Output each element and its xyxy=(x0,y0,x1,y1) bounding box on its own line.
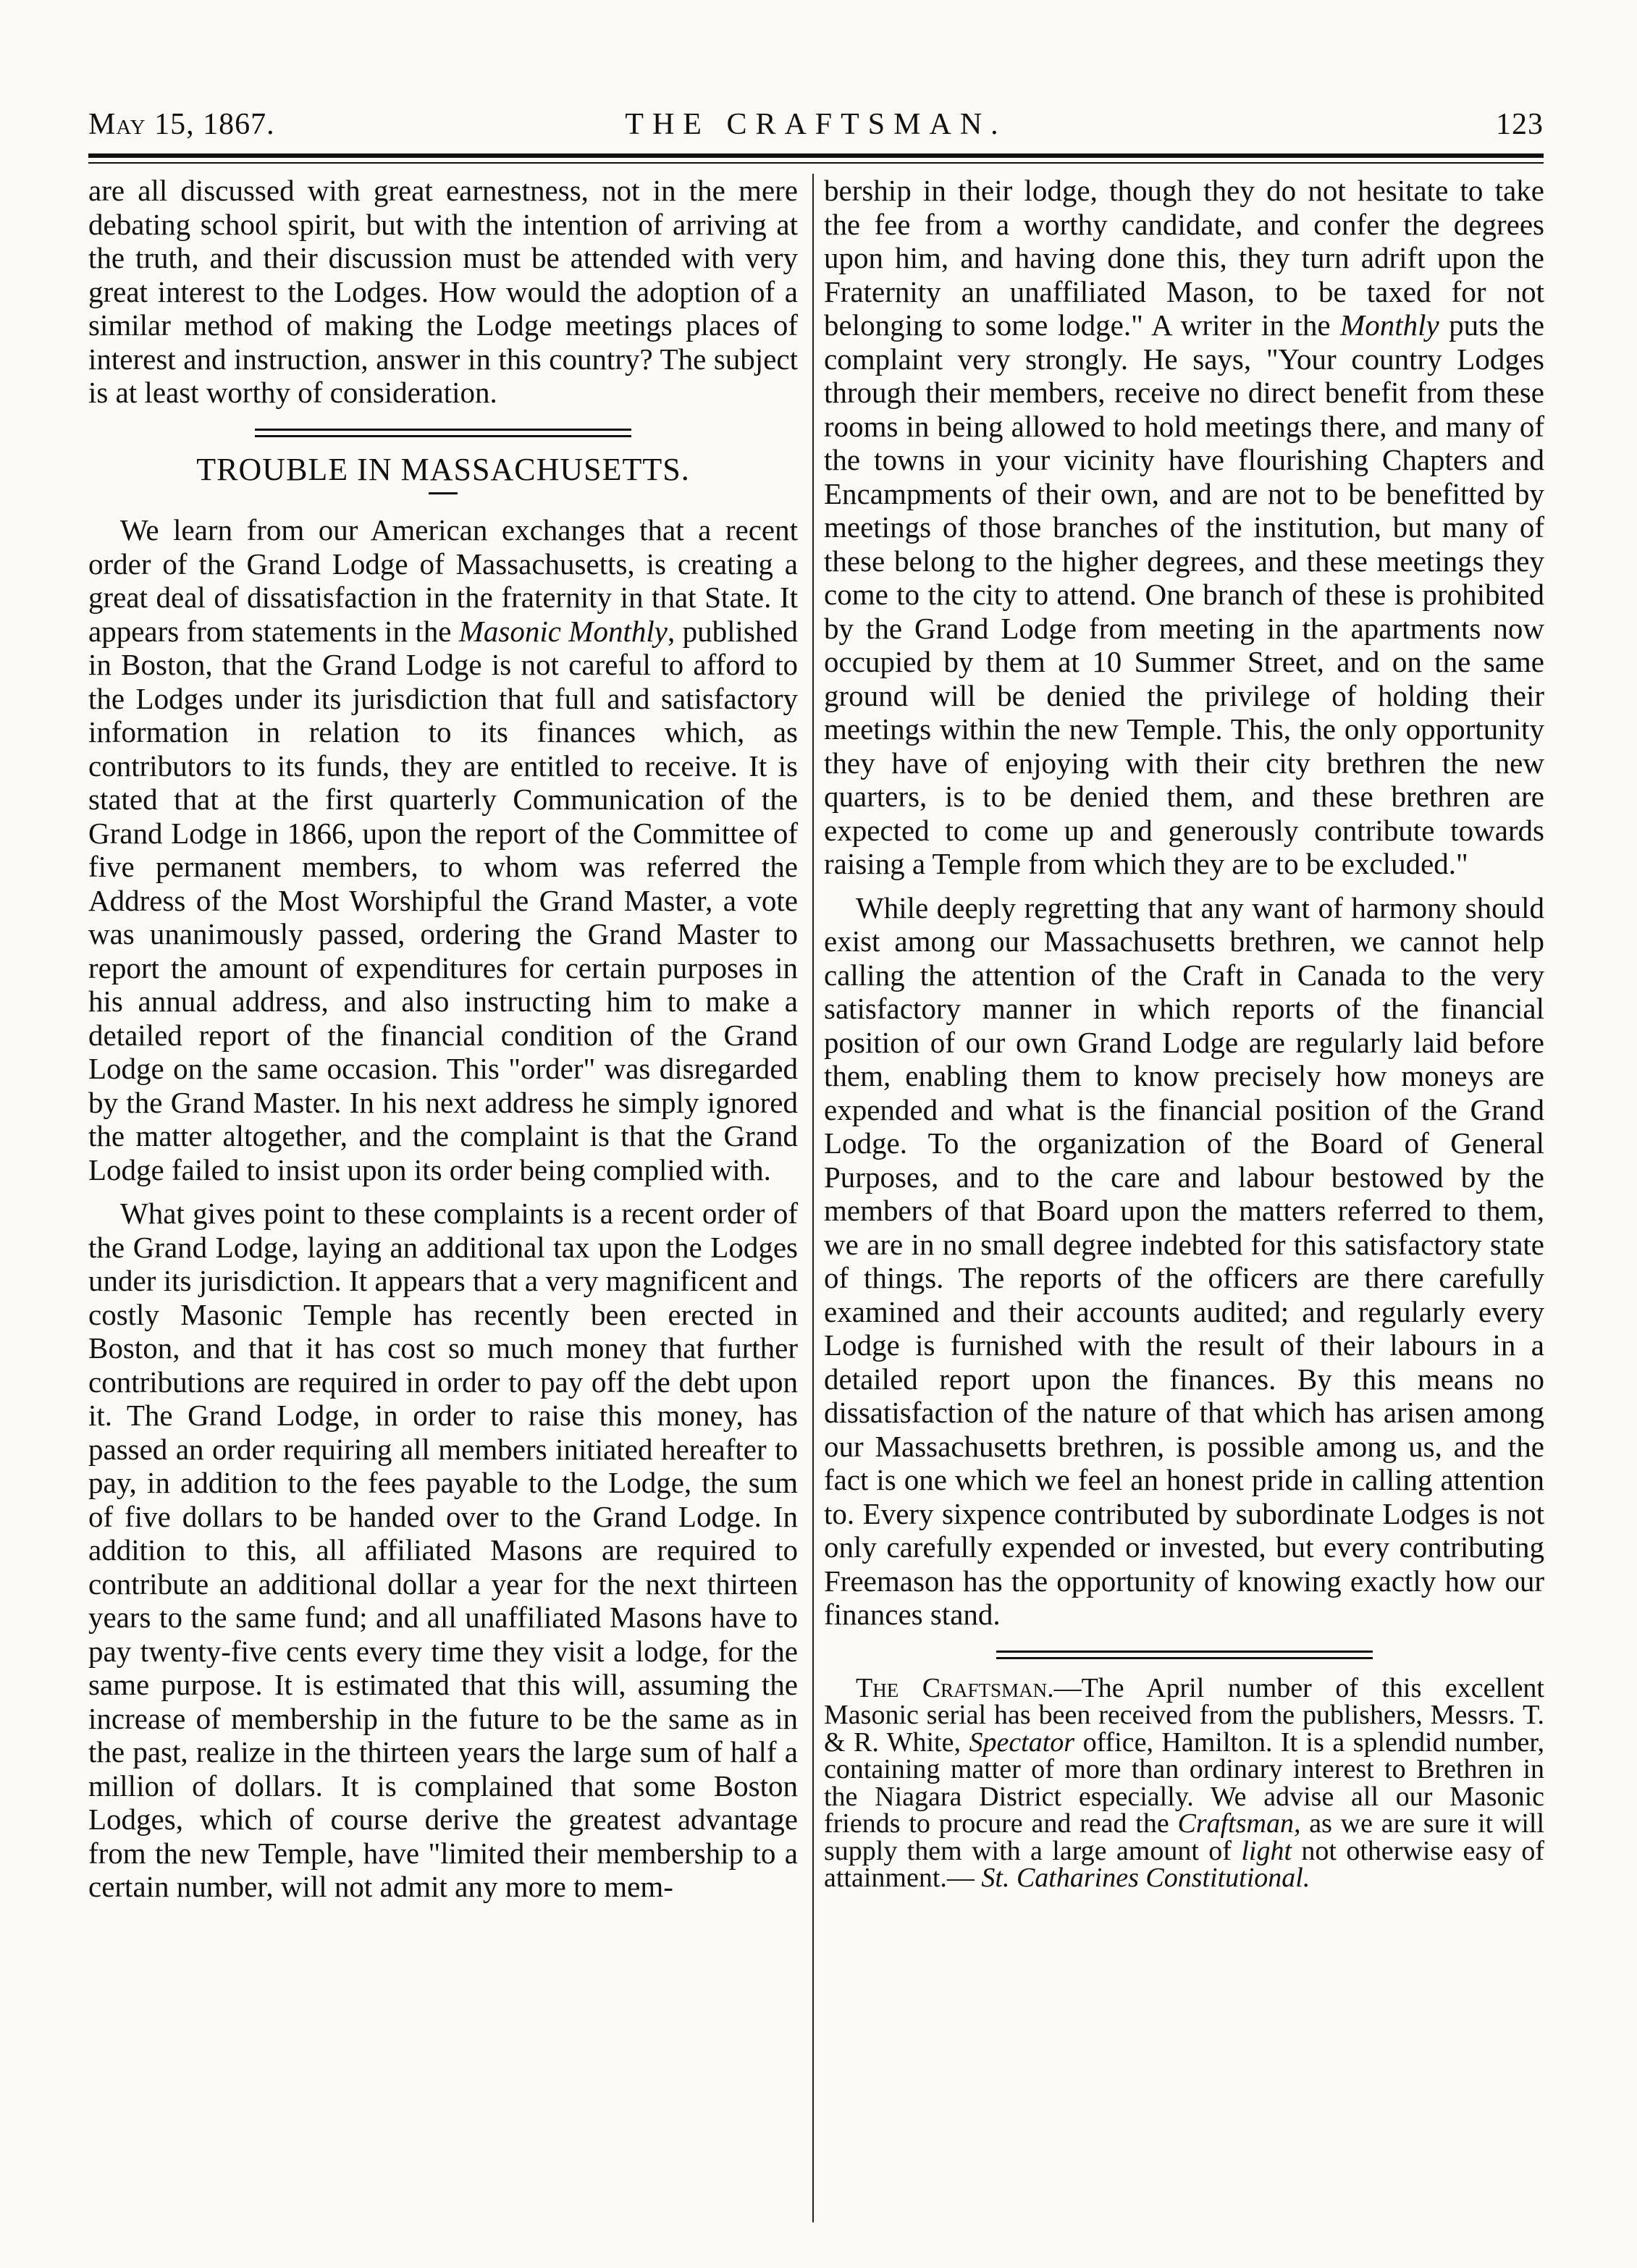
continued-paragraph: are all discussed with great earnestness, not in the mere debating school spirit, but with the intention of arriving at the truth, and their discussion must be attended with very great interest to the Lodges. How would the adoption of a similar method of making the Lodge meetings places of interest and instruction, answer in this country? The subject is at least worthy of consideration. xyxy=(88,174,798,409)
continued-paragraph-right: bership in their lodge, though they do not hesitate to take the fee from a worthy candidate, and confer the degrees upon him, and having done this, they turn adrift upon the Fraternity an unaffiliated Mason, to be taxed for not belonging to some lodge." A writer in the Monthly puts the complaint very strongly. He says, "Your country Lodges through their members, receive no direct benefit from these rooms in being allowed to hold meetings there, and many of the towns in your vicinity have flourishing Chapters and Encampments of their own, and are not to be benefitted by meetings of those branches of the institution, but many of these belong to the higher degrees, and these meetings they come to the city to attend. One branch of these is prohibited by the Grand Lodge from meeting in the apartments now occupied by them at 10 Summer Street, and on the same ground will be denied the privilege of holding their meetings within the new Temple. This, the only opportunity they have of enjoying with their city brethren the new quarters, is to be denied them, and these brethren are expected to come up and generously contribute towards raising a Temple from which they are to be excluded." xyxy=(824,174,1545,880)
italic-title: Masonic Monthly xyxy=(458,614,668,648)
article-paragraph-2: What gives point to these complaints is a recent order of the Grand Lodge, laying an additional tax upon the Lodges under its jurisdiction. It appears that a very magnificent and costly Masonic Temple has recently been erected in Boston, and that it has cost so much money that further contributions are required in order to pay off the debt upon it. The Grand Lodge, in order to raise this money, has passed an order requiring all members initiated hereafter to pay, in addition to the fees payable to the Lodge, the sum of five dollars to be handed over to the Grand Lodge. In addition to this, all affiliated Masons are required to contribute an additional dollar a year for the next thirteen years to the same fund; and all unaffiliated Masons have to pay twenty-five cents every time they visit a lodge, for the same purpose. It is estimated that this will, assuming the increase of membership in the future to be the same as in the past, realize in the thirteen years the large sum of half a million of dollars. It is complained that some Boston Lodges, which of course derive the greatest advantage from the new Temple, have "limited their membership to a certain number, will not admit any more to mem- xyxy=(88,1197,798,1903)
publication-title: THE CRAFTSMAN. xyxy=(625,108,1007,141)
right-column xyxy=(824,174,1544,1892)
issue-date: May 15, 1867. xyxy=(88,108,275,141)
article-paragraph-1: We learn from our American exchanges that a recent order of the Grand Lodge of Massachusetts, is creating a great deal of dissatisfaction in the fraternity in that State. It appears from statements in the Masonic Monthly, published in Boston, that the Grand Lodge is not careful to afford to the Lodges under its jurisdiction that full and satisfactory information in relation to its finances which, as contributors to its funds, they are entitled to receive. It is stated that at the first quarterly Communication of the Grand Lodge in 1866, upon the report of the Committee of five permanent members, to whom was referred the Address of the Most Worshipful the Grand Master, a vote was unanimously passed, ordering the Grand Master to report the amount of expenditures for certain purposes in his annual address, and also instructing him to make a detailed report of the financial condition of the Grand Lodge on the same occasion. This "order" was disregarded by the Grand Master. In his next address he simply ignored the matter altogether, and the complaint is that the Grand Lodge failed to insist upon its order being complied with. xyxy=(88,513,798,1186)
column-rule xyxy=(812,174,814,2222)
article-paragraph-3: While deeply regretting that any want of harmony should exist among our Massachusetts brethren, we cannot help calling the attention of the Craft in Canada to the very satisfactory manner in which reports of the financial position of our own Grand Lodge are regularly laid before them, enabling them to know precisely how moneys are expended and what is the financial position of the Grand Lodge. To the organization of the Board of General Purposes, and to the care and labour bestowed by the members of that Board upon the matters referred to them, we are in no small degree indebted for this satisfactory state of things. The reports of the officers are there carefully examined and their accounts audited; and regularly every Lodge is furnished with the result of their labours in a detailed report upon the finances. By this means no dissatisfaction of the nature of that which has arisen among our Massachusetts brethren, is possible among us, and the fact is one which we feel an honest pride in calling attention to. Every sixpence contributed by subordinate Lodges is not only carefully expended or invested, but every contributing Freemason has the opportunity of knowing exactly how our finances stand. xyxy=(824,890,1544,1631)
heading-dash xyxy=(429,492,458,494)
article-heading: TROUBLE IN MASSACHUSETTS. xyxy=(196,451,690,487)
page-header xyxy=(88,107,1544,151)
header-rule-thin xyxy=(88,162,1544,164)
left-column xyxy=(88,174,798,1904)
section-divider xyxy=(255,429,631,437)
page-number: 123 xyxy=(1496,108,1544,141)
source-citation: St. Catharines Constitutional. xyxy=(981,1863,1310,1893)
craftsman-notice: The Craftsman.—The April number of this excellent Masonic serial has been received from the publishers, Messrs. T. & R. White, Spectator office, Hamilton. It is a splendid number, containing matter of more than ordinary interest to Brethren in the Niagara District especially. We advise all our Masonic friends to procure and read the Craftsman, as we are sure it will supply them with a large amount of light not otherwise easy of attainment.— St. Catharines Constitutional. xyxy=(824,1672,1545,1893)
section-divider-2 xyxy=(996,1651,1373,1659)
header-rule xyxy=(88,153,1544,158)
